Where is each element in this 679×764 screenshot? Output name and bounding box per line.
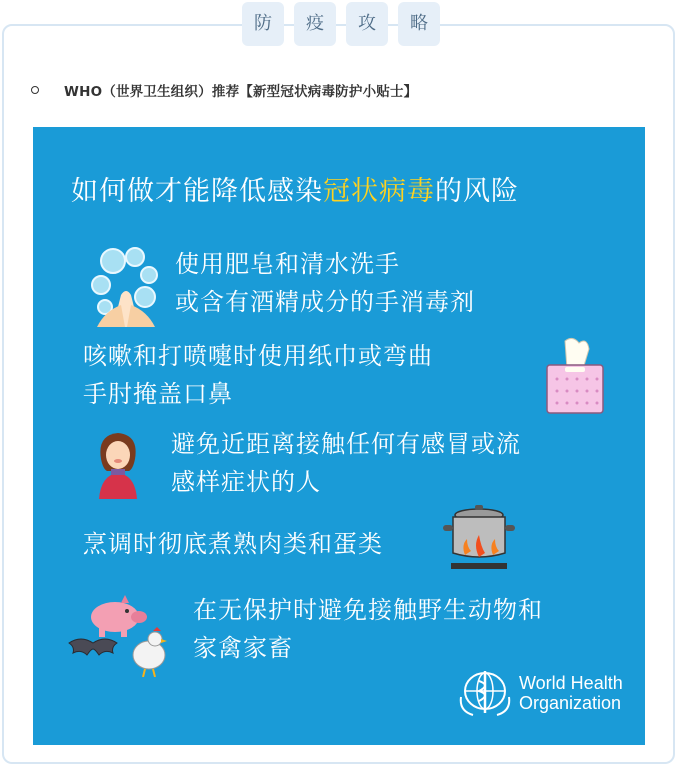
who-poster-image bbox=[33, 127, 645, 745]
tip-2 bbox=[83, 337, 433, 413]
tip-1 bbox=[175, 245, 475, 321]
poster-title-pre: 如何做才能降低感染 bbox=[71, 176, 323, 207]
sick-person-icon bbox=[93, 429, 143, 499]
tip-1-line-1: 使用肥皂和清水洗手 bbox=[175, 250, 400, 278]
tip-5-line-1: 在无保护时避免接触野生动物和 bbox=[193, 596, 543, 624]
who-wordmark-line-2: Organization bbox=[519, 693, 622, 713]
tip-3-line-1: 避免近距离接触任何有感冒或流 bbox=[171, 430, 521, 458]
tissue-box-icon bbox=[543, 335, 609, 419]
bat-icon bbox=[67, 633, 119, 665]
section-tabs bbox=[0, 2, 679, 50]
who-wordmark-line-1: World Health bbox=[519, 673, 623, 693]
tab-gong: 攻 bbox=[346, 2, 388, 46]
cooking-pot-icon bbox=[441, 505, 517, 573]
poster-title-highlight: 冠状病毒 bbox=[323, 176, 435, 207]
who-emblem-icon bbox=[455, 667, 515, 719]
who-wordmark bbox=[519, 673, 623, 713]
poster-title bbox=[71, 169, 519, 208]
tip-5-line-2: 家禽家畜 bbox=[193, 634, 293, 662]
tip-5 bbox=[193, 591, 543, 667]
tab-lve: 略 bbox=[398, 2, 440, 46]
article-headline: WHO（世界卫生组织）推荐【新型冠状病毒防护小贴士】 bbox=[64, 84, 418, 100]
list-bullet bbox=[31, 86, 39, 94]
tip-4 bbox=[83, 525, 383, 563]
tip-3 bbox=[171, 425, 521, 501]
tab-yi: 疫 bbox=[294, 2, 336, 46]
tab-fang: 防 bbox=[242, 2, 284, 46]
tip-3-line-2: 感样症状的人 bbox=[171, 468, 321, 496]
hand-washing-icon bbox=[91, 245, 161, 329]
tip-2-line-2: 手肘掩盖口鼻 bbox=[83, 380, 233, 408]
tip-2-line-1: 咳嗽和打喷嚏时使用纸巾或弯曲 bbox=[83, 342, 433, 370]
poster-title-post: 的风险 bbox=[435, 176, 519, 207]
chicken-icon bbox=[129, 627, 169, 677]
tip-4-line-1: 烹调时彻底煮熟肉类和蛋类 bbox=[83, 530, 383, 558]
tip-1-line-2: 或含有酒精成分的手消毒剂 bbox=[175, 288, 475, 316]
